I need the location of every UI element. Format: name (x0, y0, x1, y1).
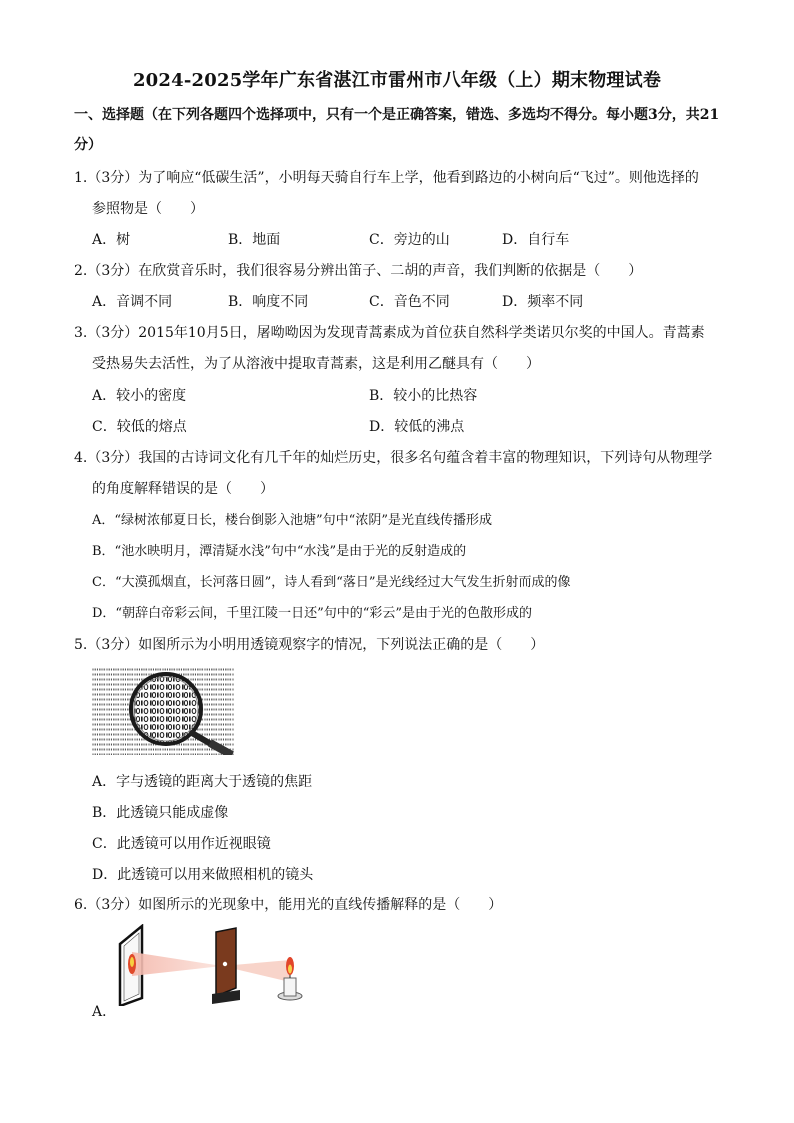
magnifier-figure (92, 667, 234, 755)
question-2: 2.（3分）在欣赏音乐时，我们很容易分辨出笛子、二胡的声音，我们判断的依据是（ ） (74, 263, 643, 279)
q3-option-c: C．较低的熔点 (92, 419, 187, 435)
question-1: 1.（3分）为了响应“低碳生活”，小明每天骑自行车上学，他看到路边的小树向后“飞过”。则他选择的 (74, 170, 699, 186)
q5-option-c: C．此透镜可以用作近视眼镜 (92, 836, 271, 852)
pinhole-figure (112, 924, 306, 1006)
q5-option-a: A．字与透镜的距离大于透镜的焦距 (92, 774, 313, 790)
q5-option-d: D．此透镜可以用来做照相机的镜头 (92, 867, 314, 883)
q3-option-a: A．较小的密度 (92, 388, 187, 404)
q1-option-d: D．自行车 (502, 232, 570, 248)
question-1-cont: 参照物是（ ） (92, 201, 204, 217)
question-3-cont: 受热易失去活性，为了从溶液中提取青蒿素，这是利用乙醚具有（ ） (92, 356, 540, 372)
q5-option-b: B．此透镜只能成虚像 (92, 805, 229, 821)
q3-option-b: B．较小的比热容 (369, 388, 478, 404)
q6-option-a: A． (92, 1004, 117, 1020)
pinhole-camera-icon (112, 924, 306, 1006)
q2-option-a: A．音调不同 (92, 294, 173, 310)
question-6: 6.（3分）如图所示的光现象中，能用光的直线传播解释的是（ ） (74, 897, 503, 913)
q2-option-c: C．音色不同 (369, 294, 450, 310)
q1-option-b: B．地面 (228, 232, 281, 248)
question-4-cont: 的角度解释错误的是（ ） (92, 481, 274, 497)
q1-option-c: C．旁边的山 (369, 232, 450, 248)
q4-option-b: B．“池水映明月，潭清疑水浅”句中“水浅”是由于光的反射造成的 (92, 544, 467, 559)
section-heading: 一、选择题（在下列各题四个选择项中，只有一个是正确答案，错选、多选均不得分。每小题3分，共21 (74, 107, 720, 123)
q3-option-d: D．较低的沸点 (369, 419, 465, 435)
q1-option-a: A．树 (92, 232, 131, 248)
q4-option-c: C．“大漠孤烟直，长河落日圆”，诗人看到“落日”是光线经过大气发生折射而成的像 (92, 575, 571, 590)
magnifier-icon (92, 667, 234, 755)
q4-option-a: A．“绿树浓郁夏日长，楼台倒影入池塘”句中“浓阴”是光直线传播形成 (92, 513, 492, 528)
question-5: 5.（3分）如图所示为小明用透镜观察字的情况，下列说法正确的是（ ） (74, 637, 545, 653)
q2-option-d: D．频率不同 (502, 294, 584, 310)
question-3: 3.（3分）2015年10月5日，屠呦呦因为发现青蒿素成为首位获自然科学类诺贝尔奖的中国人。青蒿素 (74, 325, 705, 341)
section-heading-cont: 分） (74, 137, 102, 153)
q4-option-d: D．“朝辞白帝彩云间，千里江陵一日还”句中的“彩云”是由于光的色散形成的 (92, 606, 533, 621)
question-4: 4.（3分）我国的古诗词文化有几千年的灿烂历史，很多名句蕴含着丰富的物理知识，下列诗句从物理学 (74, 450, 713, 466)
q2-option-b: B．响度不同 (228, 294, 309, 310)
page-title: 2024-2025学年广东省湛江市雷州市八年级（上）期末物理试卷 (132, 70, 662, 91)
